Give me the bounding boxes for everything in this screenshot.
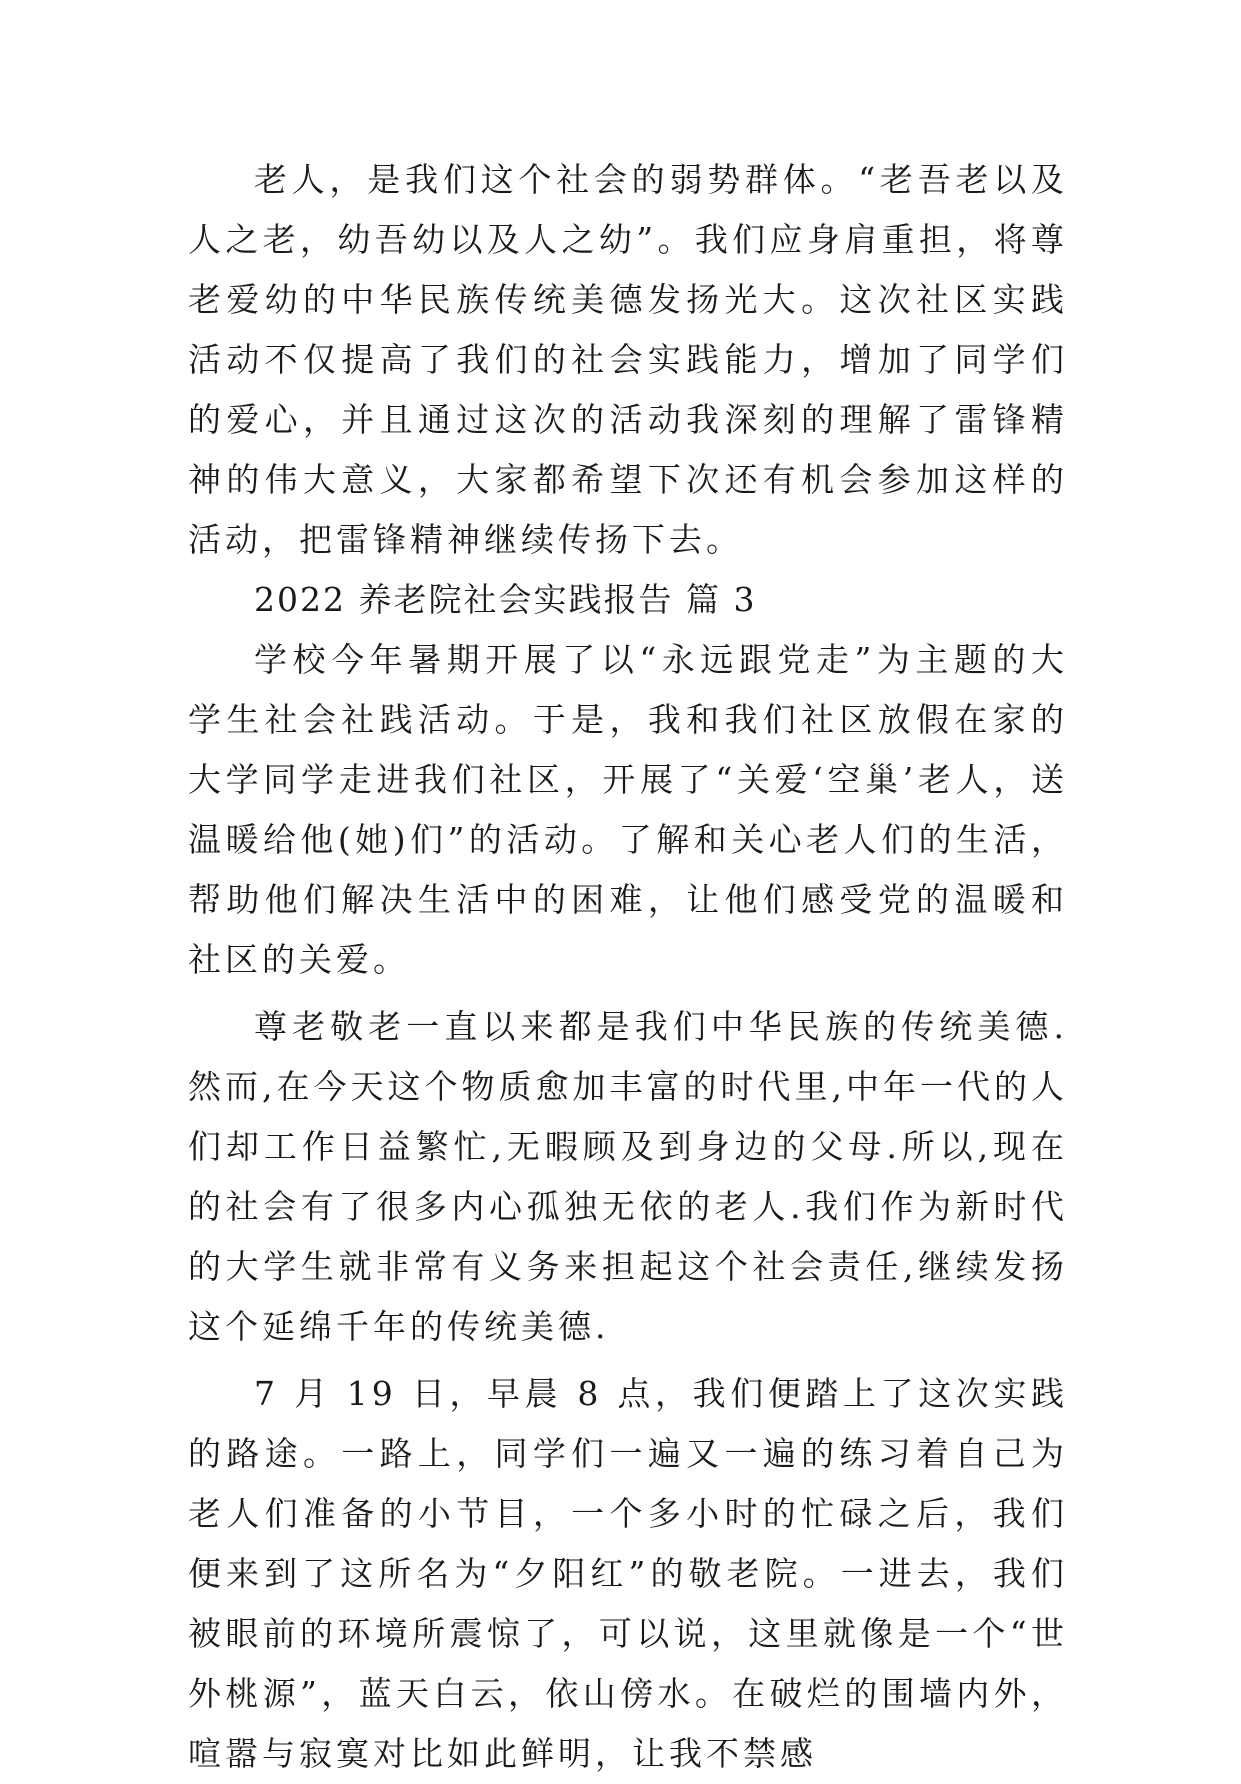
paragraph-2: 学校今年暑期开展了以“永远跟党走”为主题的大学生社会社践活动。于是，我和我们社区放假在家的大学同学走进我们社区，开展了“关爱‘空巢’老人，送温暖给他(她)们”的活动。了解和关心老人们的生活，帮助他们解决生活中的困难，让他们感受党的温暖和社区的关爱。 (188, 640, 1068, 979)
paragraph-3: 尊老敬老一直以来都是我们中华民族的传统美德.然而,在今天这个物质愈加丰富的时代里,中年一代的人们却工作日益繁忙,无暇顾及到身边的父母.所以,现在的社会有了很多内心孤独无依的老人.我们作为新时代的大学生就非常有义务来担起这个社会责任,继续发扬这个延绵千年的传统美德. (188, 1007, 1068, 1346)
section-heading: 2022 养老院社会实践报告 篇 3 (254, 580, 757, 619)
paragraph-1: 老人，是我们这个社会的弱势群体。“老吾老以及人之老，幼吾幼以及人之幼”。我们应身肩重担，将尊老爱幼的中华民族传统美德发扬光大。这次社区实践活动不仅提高了我们的社会实践能力，增加了同学们的爱心，并且通过这次的活动我深刻的理解了雷锋精神的伟大意义，大家都希望下次还有机会参加这样的活动，把雷锋精神继续传扬下去。 (188, 160, 1068, 559)
document-page (188, 150, 1068, 1784)
paragraph-4: 7 月 19 日，早晨 8 点，我们便踏上了这次实践的路途。一路上，同学们一遍又一遍的练习着自己为老人们准备的小节目，一个多小时的忙碌之后，我们便来到了这所名为“夕阳红”的敬老院。一进去，我们被眼前的环境所震惊了，可以说，这里就像是一个“世外桃源”，蓝天白云，依山傍水。在破烂的围墙内外，喧嚣与寂寞对比如此鲜明，让我不禁感 (188, 1374, 1068, 1773)
